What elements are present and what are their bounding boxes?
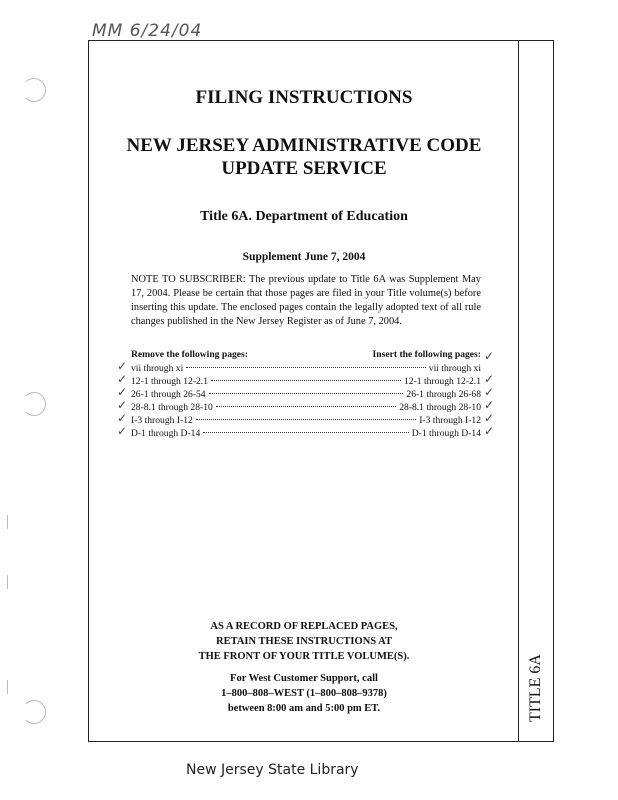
margin-mark: [7, 680, 8, 694]
insert-pages: I-3 through I-12: [419, 415, 481, 426]
supplement-date: Supplement June 7, 2004: [242, 251, 366, 263]
check-mark-icon: ✓: [484, 385, 495, 399]
support-line: between 8:00 am and 5:00 pm ET.: [227, 703, 381, 714]
page-list: [131, 349, 481, 441]
insert-pages: D-1 through D-14: [411, 428, 481, 439]
check-mark-icon: ✓: [117, 359, 128, 373]
check-mark-icon: ✓: [484, 372, 495, 386]
page-row: [131, 428, 481, 441]
support-line: For West Customer Support, call: [230, 673, 378, 684]
retain-notice: [89, 619, 519, 664]
remove-pages: 12-1 through 12-2.1: [131, 376, 209, 387]
page-row: [131, 376, 481, 389]
check-mark-icon: ✓: [484, 349, 495, 363]
remove-pages: I-3 through I-12: [131, 415, 193, 426]
page-row: [131, 363, 481, 376]
page-row: [131, 402, 481, 415]
check-mark-icon: ✓: [117, 385, 128, 399]
insert-pages: 26-1 through 26-68: [406, 389, 481, 400]
customer-support: [89, 671, 519, 716]
check-mark-icon: ✓: [484, 398, 495, 412]
document-frame: [88, 40, 554, 742]
tab-label: TITLE 6A: [527, 654, 544, 722]
retain-notice-line: THE FRONT OF YOUR TITLE VOLUME(S).: [198, 651, 410, 662]
check-mark-icon: ✓: [117, 411, 128, 425]
remove-pages: D-1 through D-14: [131, 428, 201, 439]
punch-hole-icon: [22, 78, 46, 102]
margin-mark: [7, 575, 8, 589]
remove-pages: vii through xi: [131, 363, 184, 374]
page-title: FILING INSTRUCTIONS: [195, 87, 413, 108]
retain-notice-line: AS A RECORD OF REPLACED PAGES,: [210, 621, 398, 632]
page-row: [131, 415, 481, 428]
remove-header: Remove the following pages:: [131, 349, 248, 360]
code-heading-line: NEW JERSEY ADMINISTRATIVE CODE: [126, 135, 482, 156]
insert-pages: 12-1 through 12-2.1: [403, 376, 481, 387]
check-mark-icon: ✓: [117, 372, 128, 386]
library-stamp: New Jersey State Library: [186, 762, 359, 778]
support-line: 1–800–808–WEST (1–800–808–9378): [221, 688, 387, 699]
remove-pages: 28-8.1 through 28-10: [131, 402, 213, 413]
margin-mark: [7, 515, 8, 529]
punch-hole-icon: [22, 700, 46, 724]
check-mark-icon: ✓: [117, 398, 128, 412]
check-mark-icon: ✓: [484, 411, 495, 425]
check-mark-icon: ✓: [484, 424, 495, 438]
insert-header: Insert the following pages:: [372, 349, 481, 360]
code-heading: [89, 134, 519, 180]
remove-pages: 26-1 through 26-54: [131, 389, 206, 400]
check-mark-icon: ✓: [117, 424, 128, 438]
insert-pages: vii through xi: [428, 363, 481, 374]
punch-hole-icon: [22, 392, 46, 416]
page-row: [131, 389, 481, 402]
insert-pages: 28-8.1 through 28-10: [399, 402, 481, 413]
retain-notice-line: RETAIN THESE INSTRUCTIONS AT: [216, 636, 392, 647]
subscriber-note: NOTE TO SUBSCRIBER: The previous update to Title 6A was Supplement May 17, 2004. Please be certain that those pages are filed in your Title volume(s) before inserting this update. The enclosed pages contain the legally adopted text of all rule changes published in the New Jersey Register as of June 7, 2004.: [131, 274, 481, 327]
title-tab: [518, 41, 553, 741]
title-heading: Title 6A. Department of Education: [200, 209, 408, 224]
page-list-header: [131, 349, 481, 360]
code-heading-line: UPDATE SERVICE: [221, 158, 387, 179]
handwritten-note: MM 6/24/04: [92, 21, 203, 41]
